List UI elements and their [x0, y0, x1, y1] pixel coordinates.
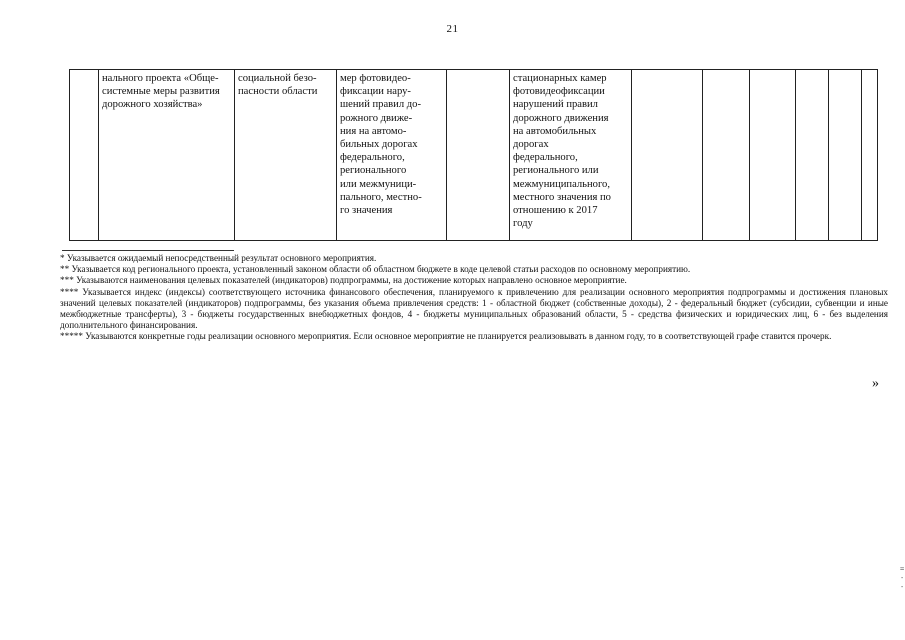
cell-year — [703, 70, 750, 241]
cell-year — [829, 70, 862, 241]
cell-responsible: социальной безо- пасности области — [235, 70, 337, 241]
page-number: 21 — [446, 23, 459, 35]
closing-quote: » — [872, 376, 879, 391]
cell-project-name: нального проекта «Обще- системные меры развития дорожного хозяйства» — [99, 70, 235, 241]
footnote: *** Указываются наименования целевых показателей (индикаторов) подпрограммы, на достижение которых направлено основное мероприятие. — [60, 275, 627, 286]
cell-index — [70, 70, 99, 241]
footnote-divider — [62, 250, 234, 251]
cell-measure: мер фотовидео- фиксации нару- шений правил до- рожного движе- ния на автомо- бильных дорогах федерального, регионального или межмуници- пального, местно- го значения — [337, 70, 447, 241]
cell-year — [796, 70, 829, 241]
cell-year — [750, 70, 796, 241]
cell-year — [862, 70, 878, 241]
margin-marks: = - - — [900, 565, 905, 591]
activity-table — [69, 69, 878, 241]
footnote: * Указывается ожидаемый непосредственный результат основного мероприятия. — [60, 253, 377, 263]
cell-source — [632, 70, 703, 241]
footnote: ***** Указываются конкретные годы реализации основного мероприятия. Если основное мероприятие не планируется реализовывать в данном году, то в соответствующей графе ставится прочерк. — [60, 331, 832, 342]
cell-indicator: стационарных камер фотовидеофиксации нарушений правил дорожного движения на автомобильных дорогах федерального, регионального или межмуниципального, местного значения по отношению к 2017 году — [510, 70, 632, 241]
footnote: **** Указывается индекс (индексы) соответствующего источника финансового обеспечения, планируемого к привлечению для реализации основного мероприятия подпрограммы и достижения плановых значений целевых показателей (индикаторов) подпрограммы, без указания объема привлечения средств: 1 - областной бюджет (собственные доходы), 2 - федеральный бюджет (субсидии, субвенции и иные межбюджетные трансферты), 3 - бюджеты государственных внебюджетных фондов, 4 - бюджеты муниципальных образований области, 5 - средства физических и юридических лиц, 6 - без выделения дополнительного финансирования. — [60, 286, 888, 331]
table-row — [70, 70, 878, 241]
cell-code — [447, 70, 510, 241]
footnotes — [60, 253, 888, 343]
footnote: ** Указывается код регионального проекта, установленный законом области об областном бюджете в коде целевой статьи расходов по основному мероприятию. — [60, 264, 691, 275]
